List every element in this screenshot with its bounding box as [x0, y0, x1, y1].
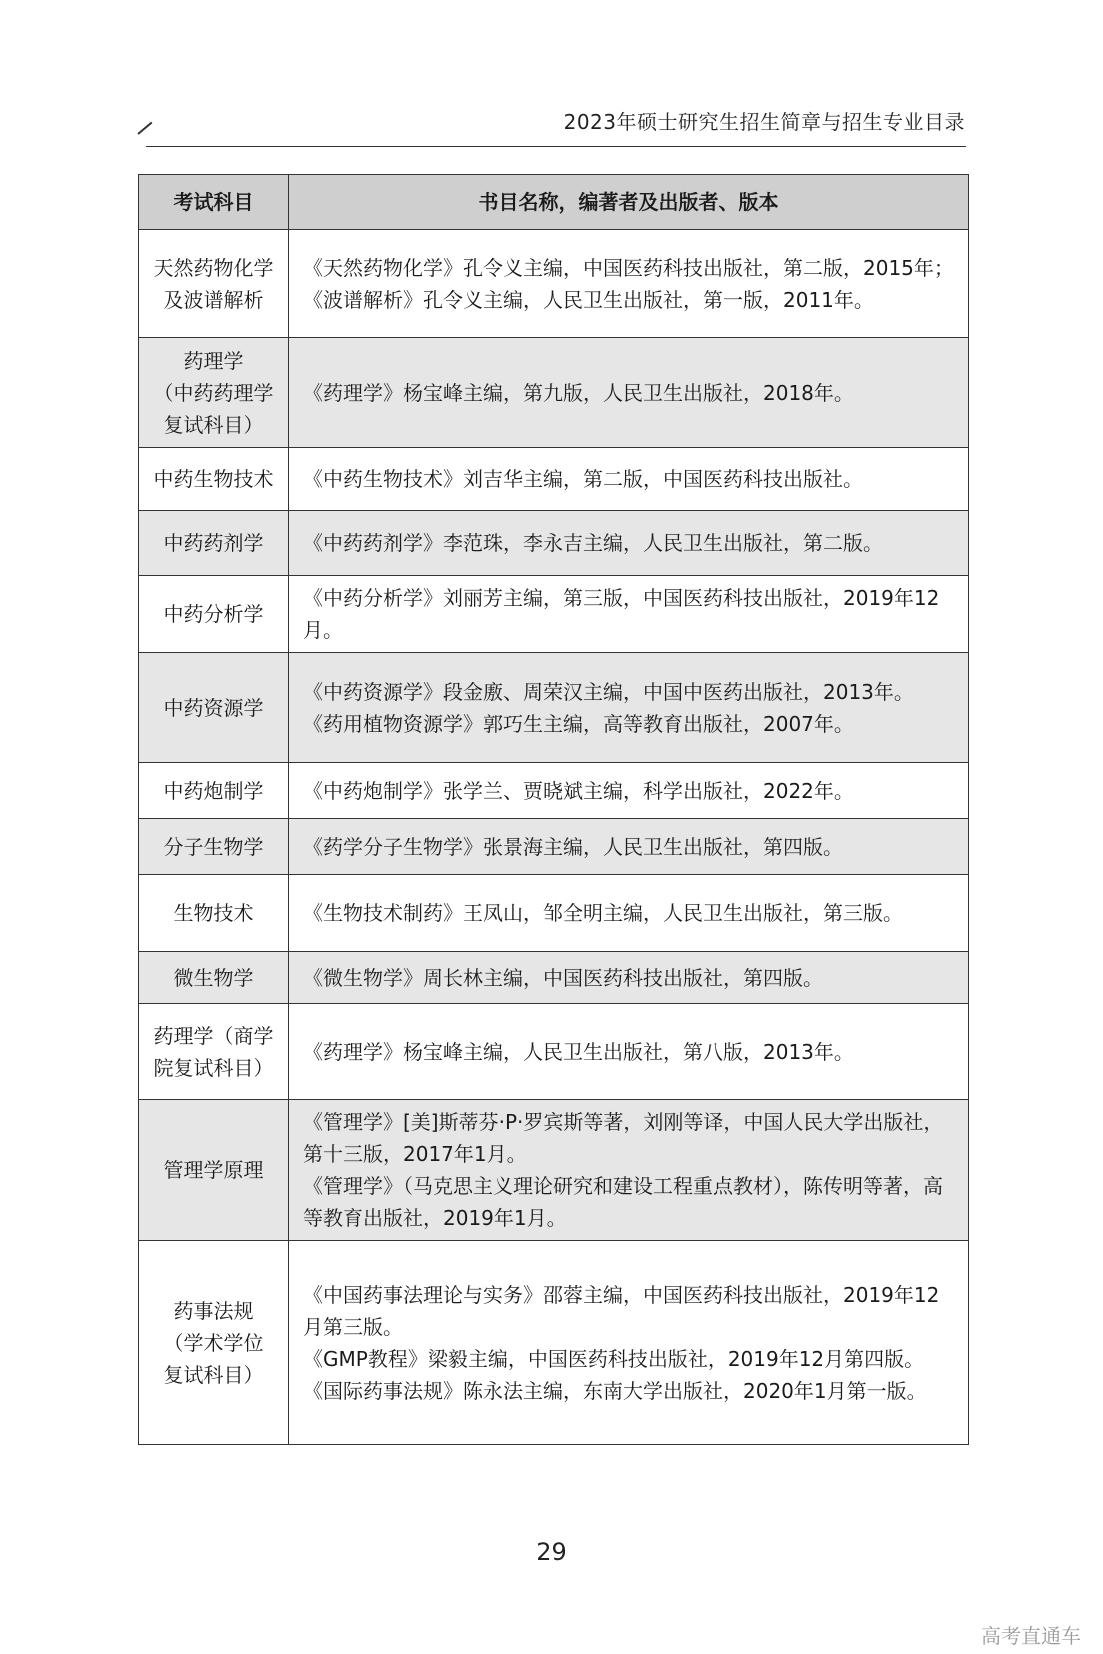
subject-cell: [139, 1004, 289, 1100]
books-cell: [289, 448, 969, 511]
books-cell: [289, 230, 969, 338]
subject-cell: [139, 338, 289, 448]
book-entry: 《中药药剂学》李范珠，李永吉主编，人民卫生出版社，第二版。: [303, 531, 883, 555]
table-row: [139, 448, 969, 511]
running-header: 2023年硕士研究生招生简章与招生专业目录: [563, 110, 965, 134]
subject-line: 复试科目）: [163, 1362, 264, 1387]
subject-line: 药理学（商学: [153, 1023, 274, 1048]
books-cell: [289, 511, 969, 576]
subject-cell: [139, 875, 289, 952]
header-rule: [146, 146, 966, 147]
subject-line: 中药资源学: [163, 695, 264, 720]
table-row: [139, 1241, 969, 1445]
table-body: [139, 230, 969, 1445]
table-row: [139, 819, 969, 875]
table-row: [139, 875, 969, 952]
table-header-row: [139, 175, 969, 230]
books-cell: [289, 1100, 969, 1241]
subject-cell: [139, 952, 289, 1004]
table-row: [139, 230, 969, 338]
subject-line: 中药药剂学: [163, 531, 264, 555]
table-row: [139, 952, 969, 1004]
book-entry: 《GMP教程》梁毅主编，中国医药科技出版社，2019年12月第四版。: [303, 1346, 925, 1371]
table-row: [139, 576, 969, 653]
book-entry: 《药理学》杨宝峰主编，人民卫生出版社，第八版，2013年。: [303, 1039, 854, 1064]
subject-cell: [139, 1100, 289, 1241]
book-entry: 《中药炮制学》张学兰、贾晓斌主编，科学出版社，2022年。: [303, 778, 854, 803]
subject-cell: [139, 576, 289, 653]
page-number: 29: [536, 1538, 567, 1566]
subject-cell: [139, 511, 289, 576]
subject-line: 管理学原理: [163, 1158, 264, 1182]
subject-line: （中药药理学: [153, 380, 274, 405]
subject-cell: [139, 448, 289, 511]
subject-line: 及波谱解析: [163, 287, 264, 312]
book-entry: 《中国药事法理论与实务》邵蓉主编，中国医药科技出版社，2019年12月第三版。: [303, 1282, 940, 1339]
subject-line: 微生物学: [173, 965, 254, 990]
book-entry: 《中药生物技术》刘吉华主编，第二版，中国医药科技出版社。: [303, 467, 863, 491]
table-row: [139, 1004, 969, 1100]
book-entry: 《国际药事法规》陈永法主编，东南大学出版社，2020年1月第一版。: [303, 1378, 927, 1403]
book-entry: 《药学分子生物学》张景海主编，人民卫生出版社，第四版。: [303, 834, 843, 859]
books-cell: [289, 338, 969, 448]
subject-line: 中药生物技术: [153, 467, 274, 491]
table-row: [139, 653, 969, 763]
book-entry: 《天然药物化学》孔令义主编，中国医药科技出版社，第二版，2015年；: [303, 255, 954, 280]
table-row: [139, 511, 969, 576]
book-entry: 《中药资源学》段金廒、周荣汉主编，中国中医药出版社，2013年。: [303, 679, 914, 704]
subject-line: 院复试科目）: [153, 1055, 274, 1080]
subject-line: （学术学位: [163, 1330, 264, 1355]
subject-line: 药理学: [183, 348, 244, 373]
books-cell: [289, 875, 969, 952]
column-header-books: 书目名称，编著者及出版者、版本: [289, 175, 969, 230]
subject-cell: [139, 653, 289, 763]
table-row: [139, 763, 969, 819]
subject-cell: [139, 1241, 289, 1445]
column-header-subject: 考试科目: [139, 175, 289, 230]
book-entry: 《生物技术制药》王凤山，邹全明主编，人民卫生出版社，第三版。: [303, 901, 903, 925]
books-cell: [289, 819, 969, 875]
table-row: [139, 338, 969, 448]
subject-line: 中药炮制学: [163, 778, 264, 803]
header-slash-mark: [137, 122, 152, 135]
book-entry: 《管理学》（马克思主义理论研究和建设工程重点教材），陈传明等著，高等教育出版社，2019年1月。: [303, 1174, 943, 1230]
subject-cell: [139, 819, 289, 875]
books-cell: [289, 1004, 969, 1100]
subject-line: 复试科目）: [163, 412, 264, 437]
book-entry: 《微生物学》周长林主编，中国医药科技出版社，第四版。: [303, 965, 823, 990]
subject-line: 中药分析学: [163, 602, 264, 626]
subject-line: 生物技术: [173, 901, 254, 925]
book-entry: 《管理学》[美]斯蒂芬·P·罗宾斯等著，刘刚等译，中国人民大学出版社，第十三版，2017年1月。: [303, 1110, 944, 1166]
books-cell: [289, 763, 969, 819]
book-entry: 《中药分析学》刘丽芳主编，第三版，中国医药科技出版社，2019年12月。: [303, 586, 940, 642]
watermark: 高考直通车: [981, 1624, 1081, 1648]
books-cell: [289, 576, 969, 653]
book-entry: 《波谱解析》孔令义主编，人民卫生出版社，第一版，2011年。: [303, 287, 874, 312]
reference-books-table: [138, 174, 969, 1445]
books-cell: [289, 952, 969, 1004]
subject-line: 分子生物学: [163, 834, 264, 859]
book-entry: 《药理学》杨宝峰主编，第九版，人民卫生出版社，2018年。: [303, 380, 854, 405]
books-cell: [289, 653, 969, 763]
subject-line: 药事法规: [173, 1298, 254, 1323]
subject-line: 天然药物化学: [153, 255, 274, 280]
subject-cell: [139, 763, 289, 819]
book-entry: 《药用植物资源学》郭巧生主编，高等教育出版社，2007年。: [303, 711, 854, 736]
subject-cell: [139, 230, 289, 338]
table-row: [139, 1100, 969, 1241]
books-cell: [289, 1241, 969, 1445]
